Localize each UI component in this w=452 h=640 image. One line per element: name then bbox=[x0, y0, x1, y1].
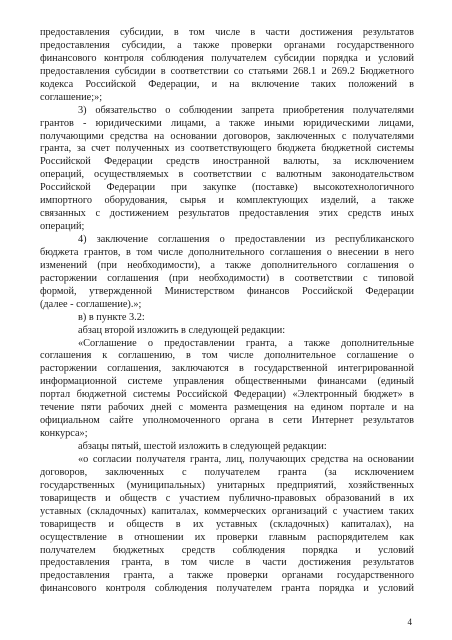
text-line: импортного оборудования, сырья и комплектующих изделий, а также bbox=[40, 195, 414, 207]
text-line: в) в пункте 3.2: bbox=[78, 311, 145, 323]
text-line: расторжении соглашения (при необходимости) в соответствии с типовой bbox=[40, 272, 414, 284]
text-line: гранта, за счет полученных из соответствующего бюджета бюджетной системы bbox=[40, 143, 414, 155]
text-line: товариществ и обществ с участием публично-правовых образований в их bbox=[40, 492, 414, 504]
text-line: операций, осуществляемых в соответствии с валютным законодательством bbox=[40, 169, 414, 181]
text-line: получателем бюджетных средств соблюдения порядка и условий bbox=[40, 544, 414, 556]
body-text bbox=[40, 27, 414, 596]
text-line: конкурса»; bbox=[40, 428, 88, 440]
text-line: предоставления субсидии, а также проверки органами государственного bbox=[40, 39, 414, 51]
text-line: (далее - соглашение).»; bbox=[40, 298, 142, 310]
text-line: изменений (при необходимости), а также дополнительного соглашения о bbox=[40, 259, 414, 271]
text-line: осуществление в отношении их проверки главным распорядителем как bbox=[40, 531, 414, 543]
text-line: информационной системе управления общественными финансами (единый bbox=[40, 376, 414, 388]
text-line: кодекса Российской Федерации, и на включение таких положений в bbox=[40, 78, 414, 90]
page-number: 4 bbox=[407, 617, 412, 627]
text-line: уставных (складочных) капиталах, коммерческих организаций с участием таких bbox=[40, 505, 414, 517]
text-line: Российской Федерации средств иностранной валюты, за исключением bbox=[40, 156, 414, 168]
text-line: финансового контроля соблюдения получателем субсидии порядка и условий bbox=[40, 52, 414, 64]
text-line: соглашения к соглашению, в том числе дополнительное соглашение о bbox=[40, 350, 414, 362]
text-line: предоставления субсидии в соответствии со статьями 268.1 и 269.2 Бюджетного bbox=[40, 65, 414, 77]
text-line: операций; bbox=[40, 221, 85, 233]
text-line: предоставления субсидии, в том числе в части достижения результатов bbox=[40, 27, 414, 38]
text-line: Российской Федерации при закупке (поставке) высокотехнологичного bbox=[40, 182, 414, 194]
text-line: соглашение;»; bbox=[40, 91, 103, 103]
text-line: 3) обязательство о соблюдении запрета приобретения получателями bbox=[78, 104, 414, 116]
text-line: абзац второй изложить в следующей редакции: bbox=[78, 324, 286, 336]
text-line: формой, утвержденной Министерством финансов Российской Федерации bbox=[40, 285, 414, 297]
text-line: «о согласии получателя гранта, лиц, получающих средства на основании bbox=[78, 453, 414, 465]
text-line: связанных с достижением результатов предоставления этих средств иных bbox=[40, 208, 414, 220]
text-line: договоров, заключенных с получателем гранта (за исключением bbox=[40, 466, 414, 478]
text-line: портал бюджетной системы Российской Федерации) «Электронный бюджет» в bbox=[40, 389, 414, 401]
text-line: товариществ и обществ в их уставных (складочных) капиталах), на bbox=[40, 518, 414, 530]
text-line: абзацы пятый, шестой изложить в следующей редакции: bbox=[78, 441, 327, 452]
text-line: грантов - юридическими лицами, а также иными юридическими лицами, bbox=[40, 117, 414, 129]
text-line: бюджета грантов, в том числе дополнительного соглашения о внесении в него bbox=[40, 246, 414, 258]
text-line: финансового контроля соблюдения получателем гранта порядка и условий bbox=[40, 583, 414, 595]
text-line: официальном сайте уполномоченного органа в сети Интернет результатов bbox=[40, 415, 414, 427]
text-line: «Соглашение о предоставлении гранта, а также дополнительные bbox=[78, 337, 414, 349]
text-line: государственных (муниципальных) унитарных предприятий, хозяйственных bbox=[40, 479, 414, 491]
text-line: расторжении соглашения, заключаются в государственной интегрированной bbox=[40, 363, 414, 375]
text-line: 4) заключение соглашения о предоставлении из республиканского bbox=[78, 234, 414, 245]
text-line: предоставления гранта, а также проверки органами государственного bbox=[40, 570, 414, 582]
text-line: течение пяти рабочих дней с момента размещения на едином портале и на bbox=[40, 402, 414, 414]
text-line: получающими средства на основании договоров, заключенных с получателями bbox=[40, 130, 414, 142]
text-line: предоставления гранта, в том числе в части достижения результатов bbox=[40, 557, 414, 569]
